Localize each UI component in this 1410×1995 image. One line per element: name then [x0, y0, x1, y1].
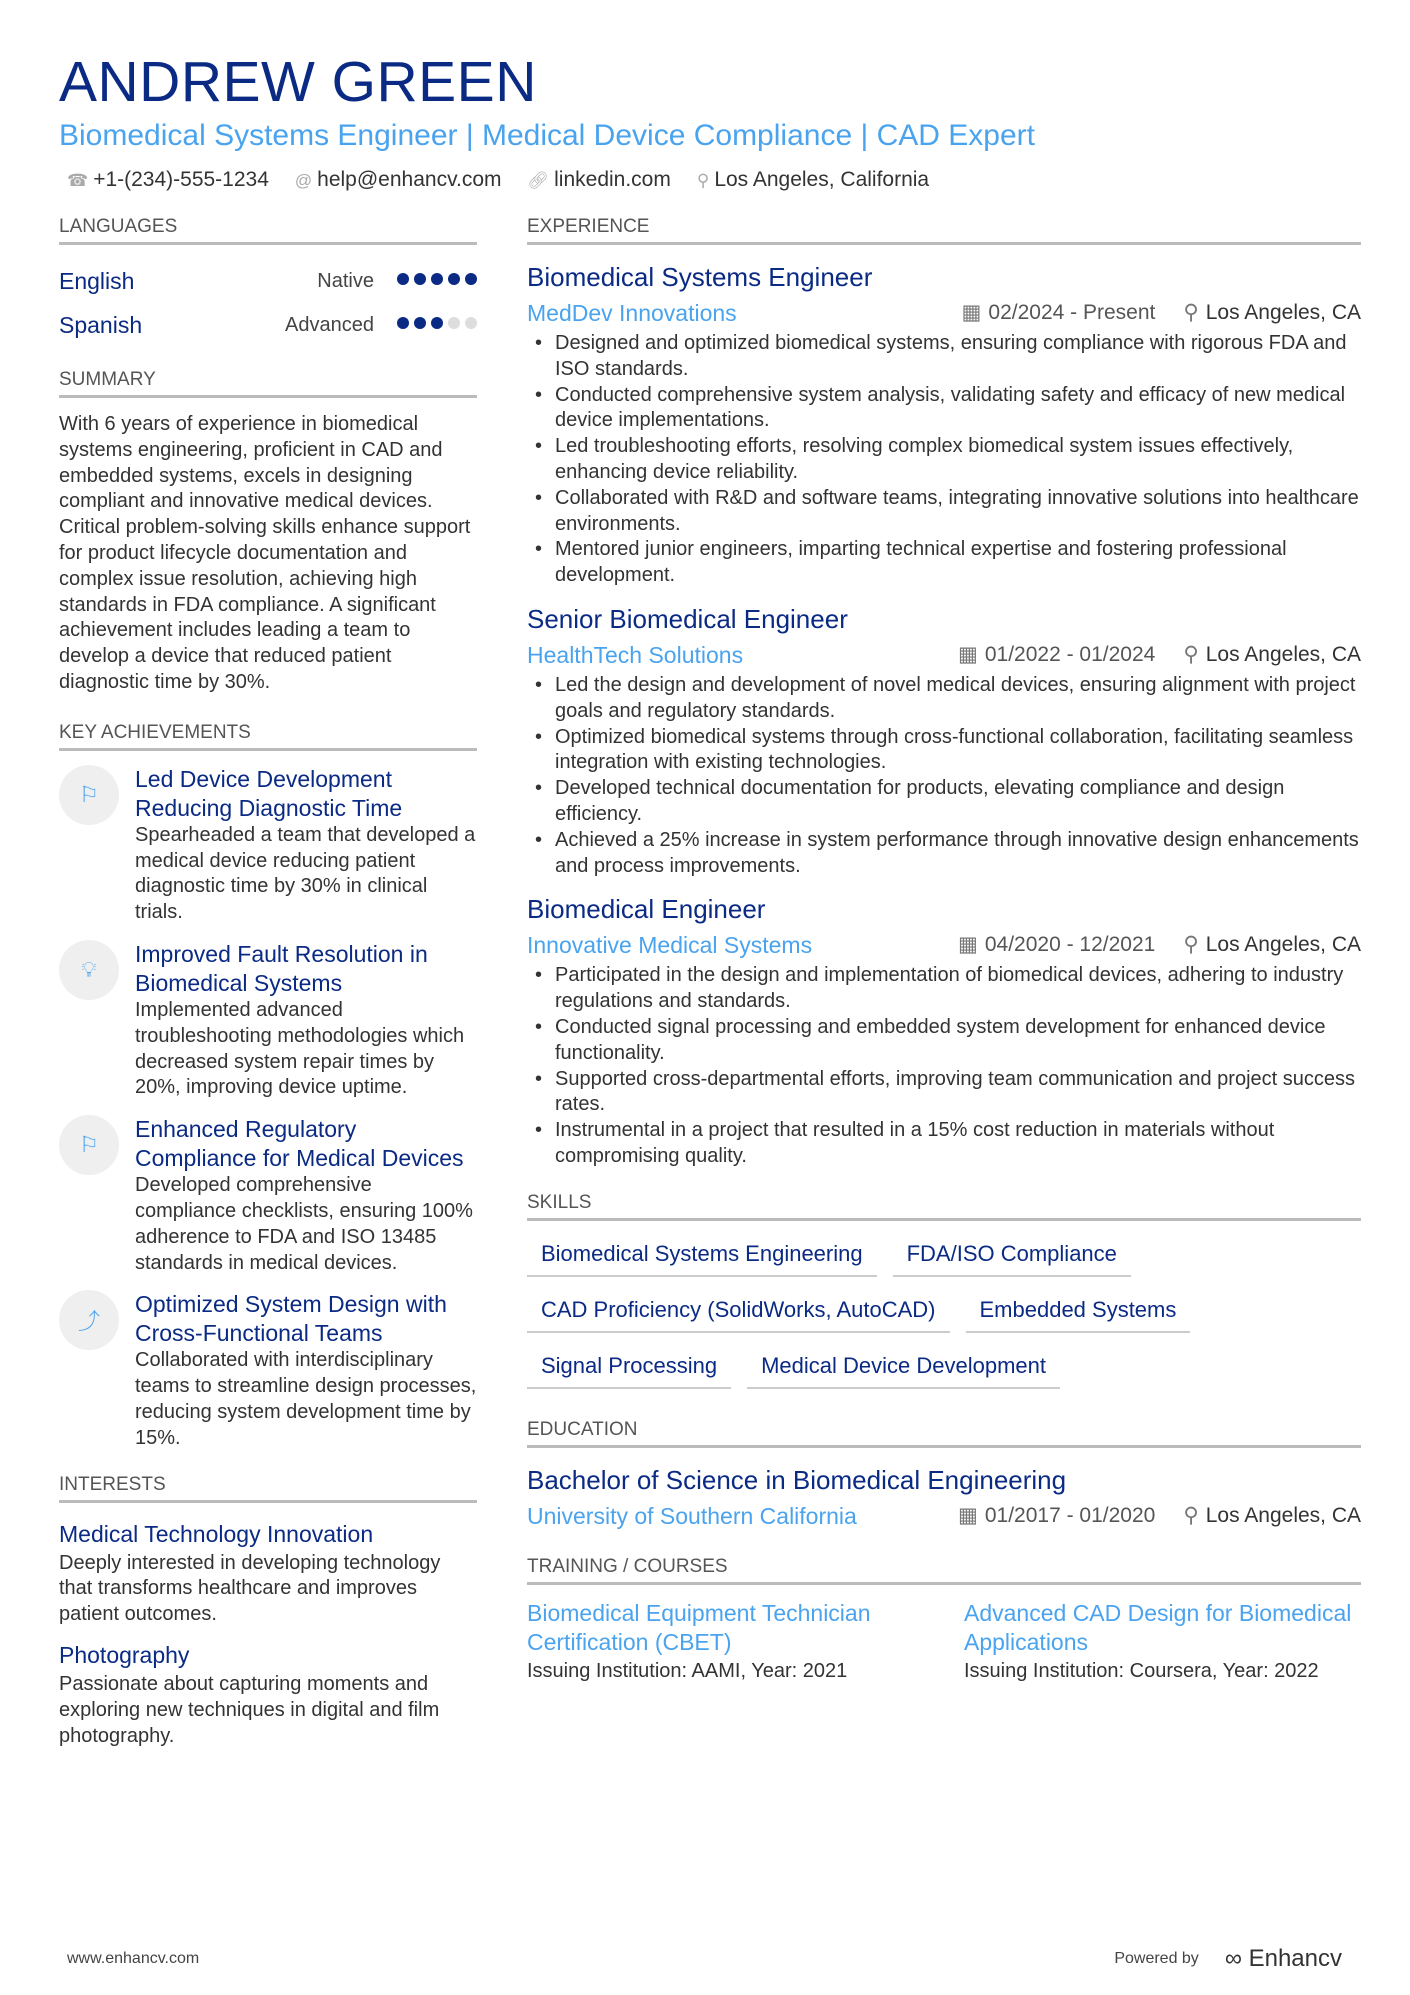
language-name: English [59, 267, 135, 294]
contact-info [67, 168, 1361, 192]
candidate-title: Biomedical Systems Engineer | Medical Device Compliance | CAD Expert [59, 119, 1035, 152]
interest-title: Medical Technology Innovation [59, 1520, 374, 1547]
interest-item [59, 1517, 477, 1628]
proficiency-dot [414, 317, 426, 329]
section-experience: EXPERIENCE [527, 216, 1361, 245]
achievement-title: Improved Fault Resolution in Biomedical Systems [135, 940, 428, 996]
achievement-item [59, 1115, 477, 1276]
course-title: Advanced CAD Design for Biomedical Applications [964, 1599, 1352, 1655]
language-item [59, 303, 477, 347]
calendar-icon: ▦ [958, 1503, 978, 1527]
location-text: Los Angeles, California [714, 168, 930, 191]
skill-tag: Signal Processing [527, 1347, 731, 1389]
course-item [964, 1599, 1361, 1685]
location-pin-icon: ⚲ [1183, 642, 1199, 666]
job-bullet: • Instrumental in a project that resulted in a 15% cost reduction in materials without compromising quality. [527, 1118, 1361, 1170]
achievement-desc: Developed comprehensive compliance checklists, ensuring 100% adherence to FDA and ISO 13485 standards in medical devices. [135, 1174, 473, 1274]
interest-title: Photography [59, 1641, 190, 1668]
achievement-desc: Implemented advanced troubleshooting methodologies which decreased system repair times by 20%, improving device uptime. [135, 998, 465, 1099]
calendar-icon: ▦ [961, 301, 982, 324]
company: MedDev Innovations [527, 300, 737, 326]
proficiency-dot [448, 273, 460, 285]
job-bullet: • Conducted comprehensive system analysis, validating safety and efficacy of new medical device implementations. [527, 383, 1361, 435]
achievement-title: Led Device Development Reducing Diagnostic Time [135, 765, 403, 821]
proficiency-dot [465, 273, 477, 285]
lightbulb-icon: 💡︎ [59, 940, 119, 1000]
interest-item [59, 1638, 477, 1749]
job-bullet: • Led troubleshooting efforts, resolving complex biomedical system issues effectively, enhancing device reliability. [527, 434, 1361, 486]
language-item [59, 259, 477, 303]
location [697, 168, 929, 192]
job-entry [527, 259, 1361, 589]
language-name: Spanish [59, 311, 143, 338]
proficiency-dot [431, 273, 443, 285]
job-bullet: • Conducted signal processing and embedded system development for enhanced device functionality. [527, 1015, 1361, 1067]
summary-text: With 6 years of experience in biomedical systems engineering, proficient in CAD and embedded systems, excels in designing compliant and innovative medical devices. Critical problem-solving skills enhance support for product lifecycle documentation and complex issue resolution, achieving high standards in FDA compliance. A significant achievement includes leading a team to develop a device that reduced patient diagnostic time by 30%. [59, 413, 471, 693]
section-training: TRAINING / COURSES [527, 1556, 1361, 1585]
course-desc: Issuing Institution: Coursera, Year: 2022 [964, 1659, 1319, 1682]
phone [67, 168, 269, 192]
email-text[interactable]: help@enhancv.com [317, 168, 502, 191]
location-pin-icon: ⚲ [696, 171, 710, 190]
link-icon: 🔗︎ [527, 171, 550, 190]
location-pin-icon: ⚲ [1183, 301, 1199, 324]
skill-tag: CAD Proficiency (SolidWorks, AutoCAD) [527, 1291, 950, 1333]
strategy-icon: ⤴ [59, 1290, 119, 1350]
left-column [59, 216, 477, 1759]
job-location: Los Angeles, CA [1205, 933, 1361, 957]
brand-name: Enhancv [1248, 1945, 1342, 1972]
interest-desc: Deeply interested in developing technology that transforms healthcare and improves patient outcomes. [59, 1551, 441, 1626]
language-level: Advanced [285, 313, 374, 336]
location-pin-icon: ⚲ [1183, 933, 1199, 957]
skill-tag: FDA/ISO Compliance [893, 1235, 1131, 1277]
section-education: EDUCATION [527, 1419, 1361, 1448]
linkedin-text[interactable]: linkedin.com [554, 168, 671, 191]
right-column [527, 216, 1361, 1759]
flag-icon: ⚐ [59, 1115, 119, 1175]
skill-tag: Embedded Systems [966, 1291, 1191, 1333]
footer [67, 1945, 1342, 1973]
job-entry [527, 601, 1361, 879]
job-dates: 01/2022 - 01/2024 [984, 642, 1156, 666]
education-entry [527, 1462, 1361, 1534]
proficiency-dot [448, 317, 460, 329]
job-title: Biomedical Engineer [527, 894, 766, 925]
achievement-item [59, 765, 477, 926]
achievement-title: Enhanced Regulatory Compliance for Medical Devices [135, 1116, 464, 1172]
company: HealthTech Solutions [527, 641, 744, 668]
skill-tag: Biomedical Systems Engineering [527, 1235, 877, 1277]
job-bullet: • Led the design and development of novel medical devices, ensuring alignment with project goals and regulatory standards. [527, 673, 1361, 725]
proficiency-dot [465, 317, 477, 329]
interest-desc: Passionate about capturing moments and exploring new techniques in digital and film photography. [59, 1672, 440, 1747]
powered-by: Powered by [1114, 1950, 1199, 1967]
job-location: Los Angeles, CA [1205, 642, 1361, 666]
skill-tag: Medical Device Development [747, 1347, 1060, 1389]
enhancv-logo [1225, 1945, 1342, 1973]
job-dates: 04/2020 - 12/2021 [984, 933, 1156, 957]
course-title: Biomedical Equipment Technician Certification (CBET) [527, 1599, 871, 1655]
school: University of Southern California [527, 1502, 857, 1529]
resume [59, 50, 1361, 1759]
degree: Bachelor of Science in Biomedical Engineering [527, 1464, 1067, 1495]
section-interests: INTERESTS [59, 1474, 477, 1503]
course-item [527, 1599, 924, 1685]
candidate-name: ANDREW GREEN [59, 50, 537, 114]
achievement-desc: Spearheaded a team that developed a medical device reducing patient diagnostic time by 30% in clinical trials. [135, 823, 476, 924]
achievement-title: Optimized System Design with Cross-Functional Teams [135, 1291, 447, 1347]
job-bullet: • Optimized biomedical systems through cross-functional collaboration, facilitating seamless integration with existing technologies. [527, 725, 1361, 777]
job-bullet: • Supported cross-departmental efforts, improving team communication and project success rates. [527, 1067, 1361, 1119]
phone-icon: ☎ [67, 171, 89, 190]
company: Innovative Medical Systems [527, 932, 813, 959]
education-location: Los Angeles, CA [1205, 1503, 1361, 1527]
achievement-item [59, 940, 477, 1101]
linkedin[interactable] [528, 168, 671, 192]
calendar-icon: ▦ [958, 933, 978, 957]
calendar-icon: ▦ [958, 642, 978, 666]
section-achievements: KEY ACHIEVEMENTS [59, 722, 477, 751]
achievement-desc: Collaborated with interdisciplinary teams to streamline design processes, reducing system development time by 15%. [135, 1349, 477, 1449]
education-dates: 01/2017 - 01/2020 [984, 1503, 1156, 1527]
job-location: Los Angeles, CA [1205, 301, 1361, 324]
job-bullet: • Participated in the design and implementation of biomedical devices, adhering to industry regulations and standards. [527, 963, 1361, 1015]
course-desc: Issuing Institution: AAMI, Year: 2021 [527, 1659, 848, 1682]
language-level: Native [317, 269, 374, 292]
proficiency-dots [392, 272, 477, 290]
job-bullet: • Developed technical documentation for products, elevating compliance and design efficiency. [527, 776, 1361, 828]
job-bullet: • Collaborated with R&D and software teams, integrating innovative solutions into healthcare environments. [527, 486, 1361, 538]
section-languages: LANGUAGES [59, 216, 477, 245]
proficiency-dot [414, 273, 426, 285]
job-entry [527, 891, 1361, 1169]
job-title: Biomedical Systems Engineer [527, 262, 873, 292]
proficiency-dot [397, 273, 409, 285]
email[interactable] [295, 168, 502, 192]
proficiency-dots [392, 316, 477, 334]
job-bullet: • Designed and optimized biomedical systems, ensuring compliance with rigorous FDA and ISO standards. [527, 331, 1361, 383]
infinity-icon: ∞ [1224, 1945, 1242, 1972]
section-summary: SUMMARY [59, 369, 477, 398]
section-skills: SKILLS [527, 1192, 1361, 1221]
footer-website[interactable]: www.enhancv.com [67, 1950, 200, 1967]
job-bullet: • Mentored junior engineers, imparting technical expertise and fostering professional development. [527, 537, 1361, 589]
at-icon: @ [294, 171, 313, 190]
job-bullet: • Achieved a 25% increase in system performance through innovative design enhancements and process improvements. [527, 828, 1361, 880]
achievement-item [59, 1290, 477, 1451]
phone-text: +1-(234)-555-1234 [93, 168, 269, 191]
job-title: Senior Biomedical Engineer [527, 603, 848, 634]
proficiency-dot [397, 317, 409, 329]
flag-icon: ⚐ [59, 765, 119, 825]
job-dates: 02/2024 - Present [988, 301, 1156, 324]
proficiency-dot [431, 317, 443, 329]
location-pin-icon: ⚲ [1183, 1503, 1199, 1527]
